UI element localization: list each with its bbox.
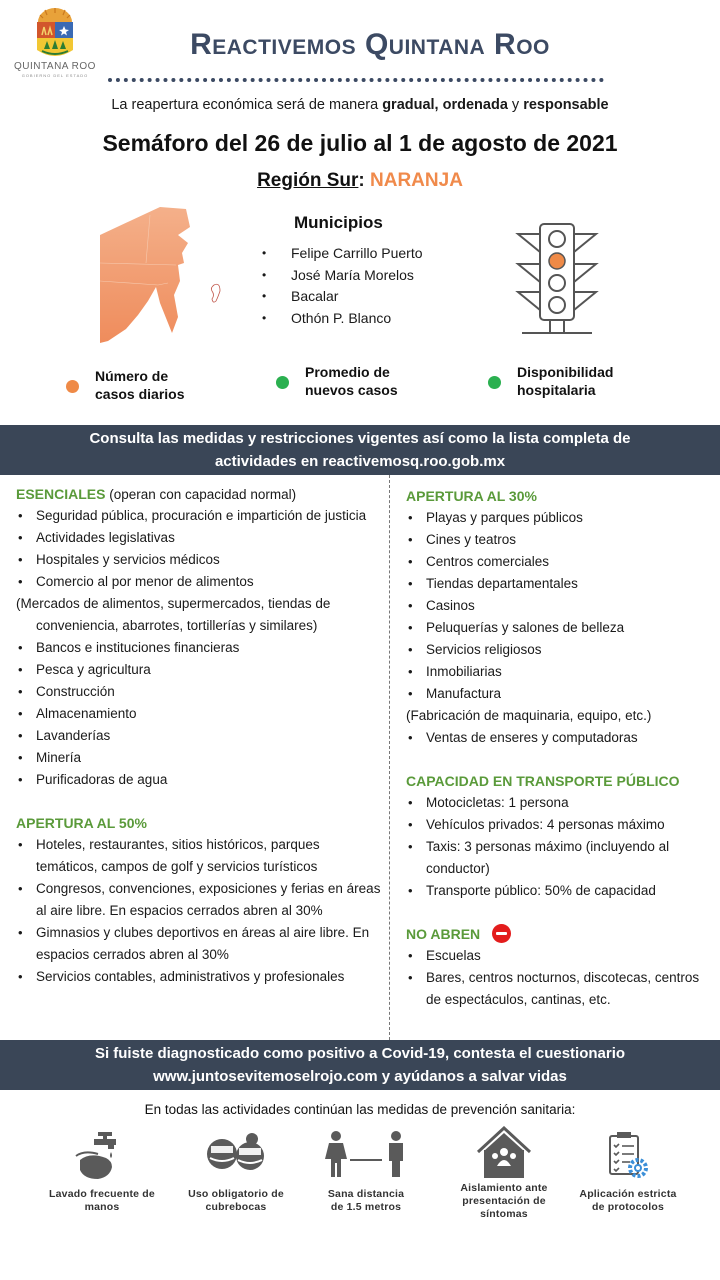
- section-title-text: NO ABREN: [406, 926, 481, 942]
- indicator-new-cases-average: [276, 364, 398, 399]
- prevention-title: En todas las actividades continúan las medidas de prevención sanitaria:: [144, 1102, 576, 1117]
- section-note: (operan con capacidad normal): [105, 487, 297, 502]
- list-item: • Motocicletas: 1 persona: [406, 792, 716, 814]
- list-item: • Pesca y agricultura: [16, 659, 384, 681]
- list-item: • Cines y teatros: [406, 529, 716, 551]
- list-item: • Transporte público: 50% de capacidad: [406, 880, 716, 902]
- esenciales-list: [16, 505, 384, 791]
- section-title-no-abren: [406, 923, 716, 945]
- apertura-50-list: [16, 834, 384, 988]
- prevention-item-home-isolation: [434, 1126, 574, 1221]
- municipio-item: • Bacalar: [262, 286, 423, 308]
- list-item: • Congresos, convenciones, exposiciones y ferias en áreas al aire libre. En espacios cerrados abren al 30%: [16, 878, 384, 922]
- list-item: • Bancos e instituciones financieras: [16, 637, 384, 659]
- indicator-label-line: Disponibilidad: [517, 364, 614, 380]
- info-banner-bottom: [0, 1040, 720, 1090]
- banner-line: Si fuiste diagnosticado como positivo a Covid-19, contesta el cuestionario: [94, 1045, 626, 1062]
- coat-of-arms-icon: [10, 6, 100, 62]
- region-map-icon: [98, 205, 228, 345]
- section-title-text: ESENCIALES: [16, 486, 106, 502]
- note-line: (Mercados de alimentos, supermercados, tiendas de: [16, 596, 331, 611]
- spacer: [406, 749, 716, 770]
- banner-link-line[interactable]: www.juntosevitemoselrojo.com y ayúdanos a salvar vidas: [153, 1068, 567, 1085]
- indicators: [0, 364, 720, 408]
- light-active: [549, 253, 565, 269]
- list-item: • Comercio al por menor de alimentos: [16, 571, 384, 593]
- prevention-item-face-mask: [166, 1130, 306, 1214]
- list-item: • Purificadoras de agua: [16, 769, 384, 791]
- indicator-label-line: casos diarios: [95, 385, 185, 402]
- label-line: síntomas: [480, 1208, 528, 1220]
- light-bottom: [549, 297, 565, 313]
- protocol-checklist-icon: [604, 1130, 652, 1182]
- prevention-label: [434, 1182, 574, 1221]
- label-line: Aislamiento ante: [460, 1182, 548, 1194]
- subtitle: [0, 97, 720, 113]
- region-status: [0, 170, 720, 192]
- list-item: • Lavanderías: [16, 725, 384, 747]
- label-line: Uso obligatorio de: [188, 1188, 284, 1200]
- left-column: [16, 483, 384, 988]
- status-dot: [66, 380, 79, 393]
- label-line: cubrebocas: [205, 1201, 267, 1213]
- list-item: • Inmobiliarias: [406, 661, 716, 683]
- region-sep: :: [358, 170, 371, 191]
- label-line: Sana distancia: [327, 1188, 405, 1200]
- list-item: • Hoteles, restaurantes, sitios históricos, parques temáticos, campos de golf y servicios turísticos: [16, 834, 384, 878]
- label-line: presentación de: [462, 1195, 546, 1207]
- prevention-item-handwash: [32, 1130, 172, 1214]
- indicator-daily-cases: [66, 368, 185, 403]
- section-title-apertura-50: APERTURA AL 50%: [16, 815, 147, 831]
- section-title-esenciales: [16, 483, 384, 505]
- logo-subtext: GOBIERNO DEL ESTADO: [21, 73, 89, 78]
- apertura-30-list: [406, 507, 716, 749]
- page-title: Reactivemos Quintana Roo: [190, 28, 550, 61]
- list-item: • Servicios religiosos: [406, 639, 716, 661]
- subtitle-bold-1: gradual, ordenada: [382, 97, 508, 113]
- list-item: • Playas y parques públicos: [406, 507, 716, 529]
- list-item: • Servicios contables, administrativos y profesionales: [16, 966, 384, 988]
- indicator-label: [517, 364, 613, 399]
- subtitle-conj: y: [507, 97, 524, 113]
- municipios-title: Municipios: [294, 213, 383, 232]
- date-title: Semáforo del 26 de julio al 1 de agosto de 2021: [102, 130, 618, 156]
- subtitle-bold-2: responsable: [523, 97, 609, 113]
- prevention-item-social-distance: [296, 1130, 436, 1214]
- banner-link-line[interactable]: actividades en reactivemosq.roo.gob.mx: [214, 453, 506, 470]
- info-banner-top: [0, 425, 720, 475]
- label-line: Aplicación estricta: [579, 1188, 677, 1200]
- list-item: • Gimnasios y clubes deportivos en áreas al aire libre. En espacios cerrados abren al 30%: [16, 922, 384, 966]
- prevention-label: [558, 1188, 698, 1214]
- list-item: • Hospitales y servicios médicos: [16, 549, 384, 571]
- list-item: • Peluquerías y salones de belleza: [406, 617, 716, 639]
- handwash-icon: [72, 1130, 132, 1182]
- indicator-label-line: Número de: [95, 368, 169, 384]
- indicator-label-line: Promedio de: [305, 364, 390, 380]
- light-top: [549, 231, 565, 247]
- label-line: Lavado frecuente de: [49, 1188, 155, 1200]
- list-item: • Seguridad pública, procuración e impartición de justicia: [16, 505, 384, 527]
- indicator-label-line: hospitalaria: [517, 381, 596, 398]
- prevention-item-protocols: [558, 1130, 698, 1214]
- list-item: • Vehículos privados: 4 personas máximo: [406, 814, 716, 836]
- section-title-transporte: CAPACIDAD EN TRANSPORTE PÚBLICO: [406, 773, 680, 789]
- title-divider: [108, 78, 604, 82]
- municipios-list: [262, 243, 423, 329]
- subtitle-text: La reapertura económica será de manera: [111, 97, 383, 113]
- municipio-item: • Felipe Carrillo Puerto: [262, 243, 423, 265]
- municipio-item: • José María Morelos: [262, 265, 423, 287]
- spacer: [406, 902, 716, 923]
- municipio-name: Bacalar: [291, 288, 339, 304]
- list-item: • Escuelas: [406, 945, 716, 967]
- note-line: conveniencia, abarrotes, tortillerías y similares): [36, 618, 318, 633]
- list-item: • Manufactura: [406, 683, 716, 705]
- column-divider: [389, 475, 390, 1040]
- label-line: manos: [84, 1201, 120, 1213]
- list-note: (Fabricación de maquinaria, equipo, etc.): [406, 708, 652, 723]
- quintana-roo-logo: [10, 6, 100, 78]
- social-distance-icon: [324, 1130, 408, 1182]
- municipio-name: Felipe Carrillo Puerto: [291, 245, 423, 261]
- no-entry-icon: [492, 924, 511, 943]
- label-line: de 1.5 metros: [330, 1201, 402, 1213]
- banner-line: Consulta las medidas y restricciones vigentes así como la lista completa de: [89, 430, 631, 447]
- prevention-label: [32, 1188, 172, 1214]
- list-item: • Casinos: [406, 595, 716, 617]
- region-value: NARANJA: [370, 170, 463, 191]
- spacer: [16, 791, 384, 812]
- home-isolation-icon: [474, 1126, 534, 1180]
- traffic-light-icon: [514, 222, 600, 336]
- indicator-hospital-availability: [488, 364, 614, 399]
- list-item: • Bares, centros nocturnos, discotecas, centros de espectáculos, cantinas, etc.: [406, 967, 716, 1011]
- list-note: [16, 593, 384, 637]
- label-line: de protocolos: [591, 1201, 665, 1213]
- indicator-label-line: nuevos casos: [305, 381, 398, 398]
- no-abren-list: [406, 945, 716, 1011]
- municipio-name: José María Morelos: [291, 266, 414, 283]
- face-mask-icon: [204, 1130, 268, 1182]
- status-dot: [276, 376, 289, 389]
- region-label: Región Sur: [257, 170, 359, 191]
- indicator-label: [95, 368, 185, 403]
- transporte-list: [406, 792, 716, 902]
- list-item: • Almacenamiento: [16, 703, 384, 725]
- right-column: [406, 485, 716, 1011]
- list-item: • Minería: [16, 747, 384, 769]
- status-dot: [488, 376, 501, 389]
- municipio-item: • Othón P. Blanco: [262, 308, 423, 330]
- prevention-label: [296, 1188, 436, 1214]
- logo-text: QUINTANA ROO: [14, 61, 96, 72]
- section-title-apertura-30: APERTURA AL 30%: [406, 488, 537, 504]
- list-item: • Centros comerciales: [406, 551, 716, 573]
- list-item: • Taxis: 3 personas máximo (incluyendo al conductor): [406, 836, 716, 880]
- municipio-name: Othón P. Blanco: [291, 309, 392, 326]
- prevention-label: [166, 1188, 306, 1214]
- list-item: • Construcción: [16, 681, 384, 703]
- list-item: • Actividades legislativas: [16, 527, 384, 549]
- light-3: [549, 275, 565, 291]
- list-item: • Tiendas departamentales: [406, 573, 716, 595]
- list-item: • Ventas de enseres y computadoras: [406, 727, 716, 749]
- indicator-label: [305, 364, 398, 399]
